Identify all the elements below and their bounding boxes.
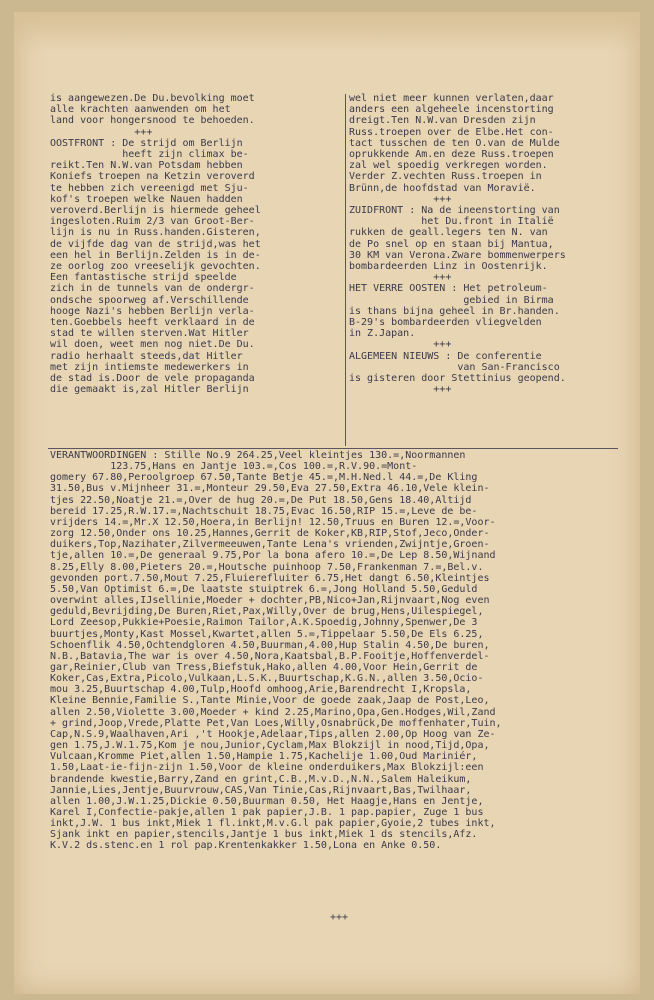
page-stain xyxy=(14,12,640,52)
verantwoordingen-section: VERANTWOORDINGEN : Stille No.9 264.25,Veel kleintjes 130.=,Noormannen 123.75,Hans en Jantje 103.=,Cos 100.=,R.V.90.=Mont- gomery 67.80,Peroolgroep 67.50,Tante Betje 45.=,M.H.Ned.l 44.=,De Kling 31.50,Bus v.Mijnheer 31.=,Monteur 29.50,Eva 27.50,Extra 46.10,Vele klein- tjes 22.50,Noatje 21.=,Over de hug 20.=,De Put 18.50,Gens 18.40,Altijd bereid 17.25,R.W.17.=,Nachtschuit 18.75,Evac 16.50,RIP 15.=,Leve de be- vrijders 14.=,Mr.X 12.50,Hoera,in Berlijn! 12.50,Truus en Buren 12.=,Voor- zorg 12.50,Onder ons 10.25,Hannes,Gerrit de Koker,KB,RIP,Stof,Jeco,Onder- duikers,Top,Nazihater,Zilvermeeuwen,Tante Lena's vrienden,Zwijntje,Groen- tje,allen 10.=,De generaal 9.75,Por la bona afero 10.=,De Lep 8.50,Wijnand 8.25,Elly 8.00,Pieters 20.=,Houtsche puinhoop 7.50,Frankenman 7.=,Bel.v. gevonden port.7.50,Mout 7.25,Fluierefluiter 6.75,Het dangt 6.50,Kleintjes 5.50,Van Optimist 6.=,De laatste stuiptrek 6.=,Jong Holland 5.50,Geduld overwint alles,IJsellinie,Moeder + dochter,PB,Nico+Jan,Rijnvaart,Nog even geduld,Bevrijding,De Buren,Riet,Pax,Willy,Over de brug,Hens,Uilespiegel, Lord Zeesop,Pukkie+Poesie,Raimon Tailor,A.K.Spoedig,Johnny,Spenwer,De 3 buurtjes,Monty,Kast Mossel,Kwartet,allen 5.=,Tippelaar 5.50,De Els 6.25, Schoenflik 4.50,Ochtendgloren 4.50,Buurman,4.00,Hup Stalin 4.50,De buren, N.B.,Batavia,The war is over 4.50,Nora,Kaatsbal,B.P.Fooitje,Hoffenverdel- gar,Reinier,Club van Tress,Biefstuk,Hako,allen 4.00,Voor Hein,Gerrit de Koker,Cas,Extra,Picolo,Vulkaan,L.S.K.,Buurtschap,K.G.N.,allen 3.50,Ocio- mou 3.25,Buurtschap 4.00,Tulp,Hoofd omhoog,Arie,Barendrecht I,Kropsla, Kleine Bennie,Familie S.,Tante Minie,Voor de goede zaak,Jaap de Post,Leo, allen 2.50,Violette 3.00,Moeder + kind 2.25,Marino,Opa,Gen.Hodges,Wil,Zand + grind,Joop,Vrede,Platte Pet,Van Loes,Willy,Osnabrück,De moffenhater,Tuin, Cap,N.S.9,Waalhaven,Ari ,'t Hookje,Adelaar,Tips,allen 2.00,Op Hoog van Ze- gen 1.75,J.W.1.75,Kom je nou,Junior,Cyclam,Max Blokzijl in nood,Tijd,Opa, Vulcaan,Kromme Piet,allen 1.50,Hampie 1.75,Kachelije 1.00,Oud Mariniér, 1.50,Laat-ie-fijn-zijn 1.50,Voor de kleine onderduikers,Max Blokzijl:een brandende kwestie,Barry,Zand en grint,C.B.,M.v.D.,N.N.,Salem Haleikum, Jannie,Lies,Jentje,Buurvrouw,CAS,Van Tinie,Cas,Rijnvaart,Bas,Twilhaar, allen 1.00,J.W.1.25,Dickie 0.50,Buurman 0.50, Het Haagje,Hans en Jentje, Karel I,Confectie-pakje,allen 1 pak papier,J.B. 1 pap.papier, Zuge 1 bus inkt,J.W. 1 bus inkt,Miek 1 fl.inkt,M.v.G.l pak papier,Gyoie,2 tubes inkt, Sjank inkt en papier,stencils,Jantje 1 bus inkt,Miek 1 ds stencils,Afz. K.V.2 ds.stenc.en 1 rol pap.Krentenkakker 1.50,Lona en Anke 0.50. xyxy=(50,450,502,852)
end-separator: +++ xyxy=(330,912,349,923)
left-news-column: is aangewezen.De Du.bevolking moet alle krachten aanwenden om het land voor hongersnood te behoeden. +++ OOSTFRONT : De strijd om Berlijn heeft zijn climax be- reikt.Ten N.W.van Potsdam hebben Koniefs troepen na Ketzin veroverd te hebben zich vereenigd met Sju- kof's troepen welke Nauen hadden veroverd.Berlijn is hiermede geheel ingesloten.Ruim 2/3 van Groot-Ber- lijn is nu in Russ.handen.Gisteren, de vijfde dag van de strijd,was het een hel in Berlijn.Zelden is in de- ze oorlog zoo vreeselijk gevochten. Een fantastische strijd speelde zich in de tunnels van de ondergr- ondsche spoorweg af.Verschillende hooge Nazi's hebben Berlijn verla- ten.Goebbels heeft verklaard in de stad te willen sterven.Wat Hitler wil doen, weet men nog niet.De Du. radio herhaalt steeds,dat Hitler met zijn intiemste medewerkers in de stad is.Door de vele propaganda die gemaakt is,zal Hitler Berlijn xyxy=(50,93,261,396)
right-news-column: wel niet meer kunnen verlaten,daar anders een algeheele incenstorting dreigt.Ten N.W.van Dresden zijn Russ.troepen over de Elbe.Het con- tact tusschen de ten O.van de Mulde oprukkende Am.en deze Russ.troepen zal wel spoedig verkregen worden. Verder Z.vechten Russ.troepen in Brünn,de hoofdstad van Moravië. +++ ZUIDFRONT : Na de ineenstorting van het Du.front in Italië rukken de geall.legers ten N. van de Po snel op en staan bij Mantua, 30 KM van Verona.Zware bommenwerpers bombardeerden Linz in Oostenrijk. +++ HET VERRE OOSTEN : Het petroleum- gebied in Birma is thans bijna geheel in Br.handen. B-29's bombardeerden vliegvelden in Z.Japan. +++ ALGEMEEN NIEUWS : De conferentie van San-Francisco is gisteren door Stettinius geopend. +++ xyxy=(349,93,566,396)
section-divider xyxy=(48,448,618,449)
column-divider xyxy=(345,94,346,446)
